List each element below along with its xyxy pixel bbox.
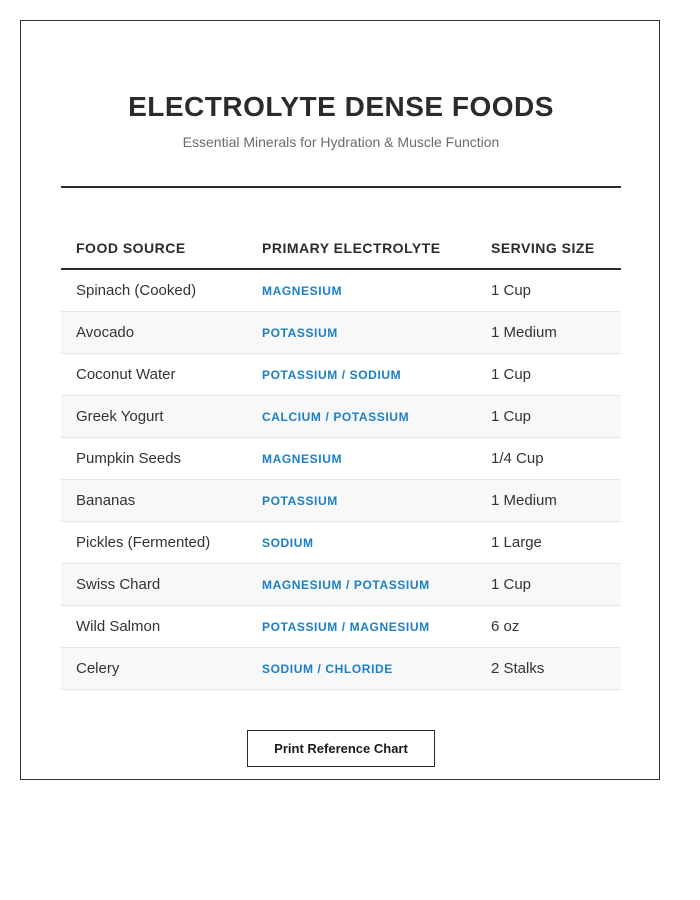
print-reference-chart-button[interactable]: Print Reference Chart: [247, 730, 435, 767]
title-divider: [61, 186, 621, 188]
electrolyte-cell: SODIUM: [247, 522, 476, 564]
serving-size-cell: 1 Cup: [476, 269, 621, 312]
serving-size-cell: 1 Cup: [476, 564, 621, 606]
table-row: [61, 269, 621, 312]
table-row: [61, 522, 621, 564]
food-source-cell: Pumpkin Seeds: [61, 438, 247, 480]
serving-size-cell: 1 Large: [476, 522, 621, 564]
reference-card: [20, 20, 660, 780]
serving-size-cell: 1/4 Cup: [476, 438, 621, 480]
electrolyte-cell: MAGNESIUM: [247, 438, 476, 480]
electrolyte-cell: CALCIUM / POTASSIUM: [247, 396, 476, 438]
electrolyte-cell: POTASSIUM / SODIUM: [247, 354, 476, 396]
page-subtitle: Essential Minerals for Hydration & Muscle Function: [182, 134, 500, 150]
table-header-row: [61, 228, 621, 269]
page-title: ELECTROLYTE DENSE FOODS: [128, 91, 554, 122]
food-source-cell: Wild Salmon: [61, 606, 247, 648]
table-row: [61, 648, 621, 690]
table-row: [61, 396, 621, 438]
column-header-serving-size: SERVING SIZE: [476, 228, 621, 269]
table-row: [61, 606, 621, 648]
food-source-cell: Swiss Chard: [61, 564, 247, 606]
food-source-cell: Spinach (Cooked): [61, 269, 247, 312]
serving-size-cell: 1 Cup: [476, 396, 621, 438]
table-row: [61, 312, 621, 354]
serving-size-cell: 6 oz: [476, 606, 621, 648]
electrolyte-cell: POTASSIUM: [247, 480, 476, 522]
column-header-food-source: FOOD SOURCE: [61, 228, 247, 269]
serving-size-cell: 2 Stalks: [476, 648, 621, 690]
food-source-cell: Coconut Water: [61, 354, 247, 396]
table-row: [61, 564, 621, 606]
food-source-cell: Celery: [61, 648, 247, 690]
table-row: [61, 438, 621, 480]
serving-size-cell: 1 Medium: [476, 312, 621, 354]
food-source-cell: Avocado: [61, 312, 247, 354]
table-row: [61, 480, 621, 522]
electrolyte-cell: SODIUM / CHLORIDE: [247, 648, 476, 690]
electrolyte-cell: POTASSIUM / MAGNESIUM: [247, 606, 476, 648]
food-source-cell: Greek Yogurt: [61, 396, 247, 438]
food-source-cell: Pickles (Fermented): [61, 522, 247, 564]
electrolyte-cell: MAGNESIUM / POTASSIUM: [247, 564, 476, 606]
serving-size-cell: 1 Medium: [476, 480, 621, 522]
serving-size-cell: 1 Cup: [476, 354, 621, 396]
electrolyte-cell: MAGNESIUM: [247, 269, 476, 312]
food-source-cell: Bananas: [61, 480, 247, 522]
table-row: [61, 354, 621, 396]
electrolyte-table: [61, 228, 621, 690]
column-header-primary-electrolyte: PRIMARY ELECTROLYTE: [247, 228, 476, 269]
electrolyte-cell: POTASSIUM: [247, 312, 476, 354]
